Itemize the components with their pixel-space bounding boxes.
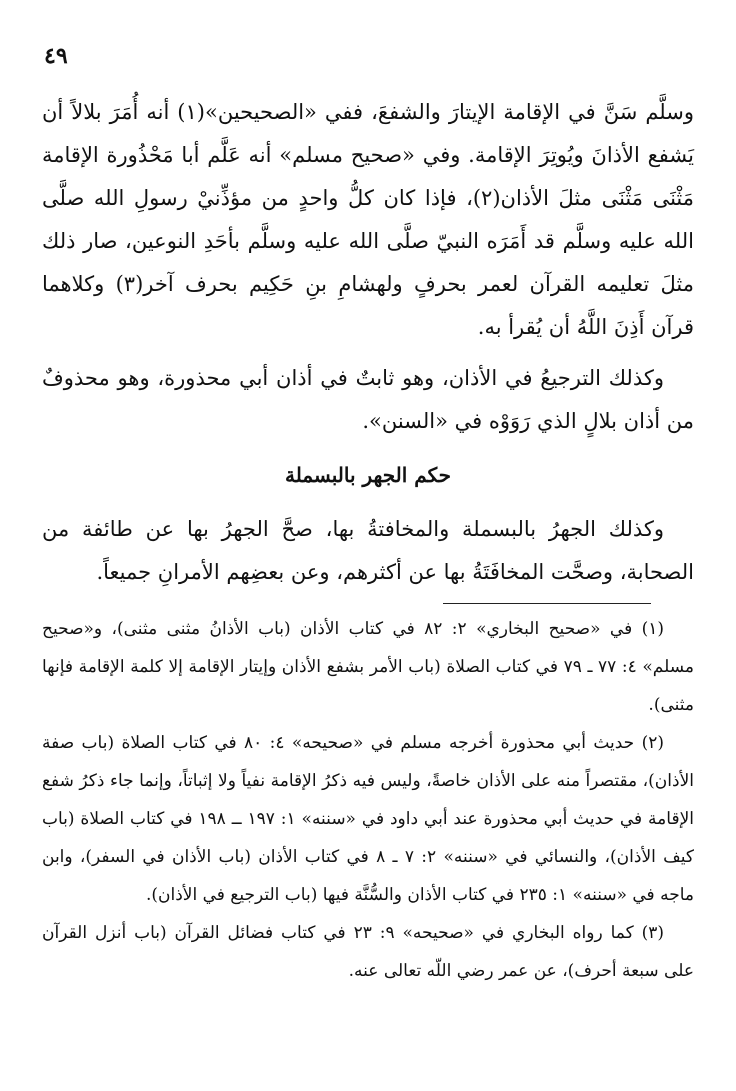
footnote-3 xyxy=(42,914,694,990)
footnote-2 xyxy=(42,724,694,914)
paragraph-2 xyxy=(42,357,694,443)
footnote-3-text: (٣) كما رواه البخاري في «صحيحه» ٩: ٢٣ في كتاب فضائل القرآن (باب أنزل القرآن على سبعة أحرف)، عن عمر رضي اللّه تعالى عنه. xyxy=(42,923,694,981)
paragraph-2-text: وكذلك الترجيعُ في الأذان، وهو ثابتٌ في أذان أبي محذورة، وهو محذوفٌ من أذان بلالٍ الذي رَوَوْه في «السنن». xyxy=(42,366,694,433)
paragraph-1 xyxy=(42,91,694,349)
footnote-separator xyxy=(443,603,651,604)
footnotes xyxy=(42,610,694,990)
paragraph-3 xyxy=(42,508,694,594)
paragraph-3-text: وكذلك الجهرُ بالبسملة والمخافتةُ بها، صحَّ الجهرُ بها عن طائفة من الصحابة، وصحَّت المخافَتَةُ بها عن أكثرهم، وعن بعضِهم الأمرانِ جميعاً. xyxy=(42,517,694,584)
footnote-1 xyxy=(42,610,694,724)
section-heading: حكم الجهر بالبسملة xyxy=(285,463,451,487)
page-number: ٤٩ xyxy=(44,43,68,69)
paragraph-1-text: وسلَّم سَنَّ في الإقامة الإيتارَ والشفعَ، ففي «الصحيحين»(١) أنه أُمَرَ بلالاً أن يَشفع الأذانَ ويُوتِرَ الإقامة. وفي «صحيح مسلم» أنه عَلَّم أبا مَحْذُورة الإقامة مَثْنَى مَثْنَى مثلَ الأذان(٢)، فإذا كان كلُّ واحدٍ من مؤذِّنيْ رسولِ الله صلَّى الله عليه وسلَّم قد أَمَرَه النبيّ صلَّى الله عليه وسلَّم بأحَدِ النوعين، صار ذلك مثلَ تعليمه القرآن لعمر بحرفٍ ولهشامِ بنِ حَكِيم بحرف آخر(٣) وكلاهما قرآن أَذِنَ اللَّهُ أن يُقرأ به. xyxy=(42,100,695,339)
footnote-1-text: (١) في «صحيح البخاري» ٢: ٨٢ في كتاب الأذان (باب الأذانُ مثنى مثنى)، و«صحيح مسلم» ٤: ٧٧ ـ ٧٩ في كتاب الصلاة (باب الأمر بشفع الأذان وإيتار الإقامة إلا كلمة الإقامة فإنها مثنى). xyxy=(42,619,694,715)
footnote-2-text: (٢) حديث أبي محذورة أخرجه مسلم في «صحيحه» ٤: ٨٠ في كتاب الصلاة (باب صفة الأذان)، مقتصراً منه على الأذان خاصةً، وليس فيه ذكرُ الإقامة نفياً ولا إثباتاً، وإنما جاء ذكرُ شفع الإقامة في حديث أبي محذورة عند أبي داود في «سننه» ١: ١٩٧ ــ ١٩٨ في كتاب الصلاة (باب كيف الأذان)، والنسائي في «سننه» ٢: ٧ ـ ٨ في كتاب الأذان (باب الأذان في السفر)، وابن ماجه في «سننه» ١: ٢٣٥ في كتاب الأذان والسُّنَّة فيها (باب الترجيع في الأذان). xyxy=(42,733,694,905)
